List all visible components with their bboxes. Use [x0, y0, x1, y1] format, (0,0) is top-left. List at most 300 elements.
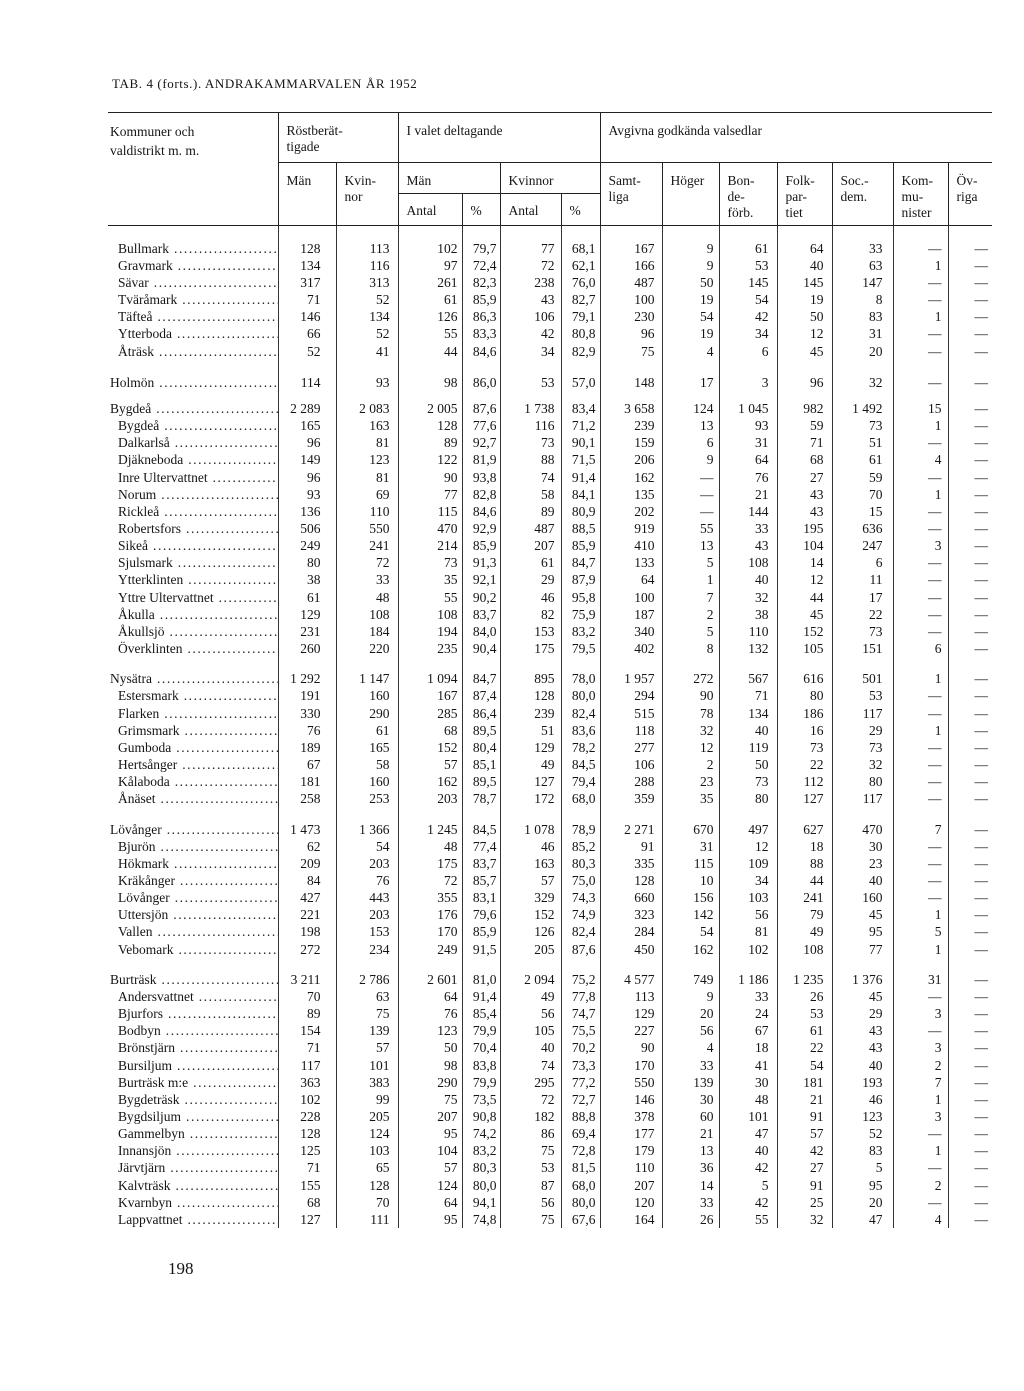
cell-rostberattigade-kvinnor: 184	[336, 623, 398, 640]
cell-deltagande-kvinnor-antal: 1 078	[500, 807, 561, 837]
cell-bondeforbundet: 101	[719, 1108, 777, 1125]
cell-deltagande-kvinnor-procent: 68,1	[561, 226, 600, 257]
cell-rostberattigade-kvinnor: 54	[336, 838, 398, 855]
cell-rostberattigade-kvinnor: 58	[336, 756, 398, 773]
district-name-wrap	[108, 906, 278, 923]
cell-rostberattigade-kvinnor: 205	[336, 1108, 398, 1125]
cell-deltagande-man-antal: 207	[398, 1108, 462, 1125]
header-districts: Kommuner och valdistrikt m. m.	[108, 113, 278, 226]
district-name: Ånäset .....	[118, 791, 278, 806]
cell-deltagande-man-antal: 285	[398, 704, 462, 721]
cell-deltagande-kvinnor-procent: 77,2	[561, 1074, 600, 1091]
district-name: Bodbyn .....	[118, 1023, 278, 1038]
cell-deltagande-kvinnor-antal: 2 094	[500, 958, 561, 988]
cell-deltagande-man-procent: 85,9	[462, 923, 500, 940]
district-name-cell	[108, 417, 278, 434]
cell-bondeforbundet: 53	[719, 257, 777, 274]
cell-deltagande-kvinnor-procent: 74,7	[561, 1005, 600, 1022]
cell-deltagande-man-procent: 91,4	[462, 988, 500, 1005]
district-name-cell	[108, 1056, 278, 1073]
cell-kommunister: —	[893, 342, 948, 359]
cell-socialdemokrater: 501	[832, 657, 893, 687]
cell-rostberattigade-man: 258	[278, 790, 336, 807]
header-participating-women: Kvinnor	[500, 163, 600, 194]
district-name: Uttersjön .....	[118, 907, 278, 922]
cell-deltagande-kvinnor-procent: 77,8	[561, 988, 600, 1005]
cell-bondeforbundet: 24	[719, 1005, 777, 1022]
cell-rostberattigade-kvinnor: 110	[336, 503, 398, 520]
cell-samtliga: 323	[600, 906, 662, 923]
cell-deltagande-man-antal: 48	[398, 838, 462, 855]
cell-folkpartiet: 91	[777, 1176, 832, 1193]
cell-socialdemokrater: 15	[832, 503, 893, 520]
cell-ovriga: —	[948, 226, 992, 257]
cell-deltagande-kvinnor-antal: 87	[500, 1176, 561, 1193]
district-name: Järvtjärn .....	[118, 1160, 278, 1175]
cell-kommunister: —	[893, 1125, 948, 1142]
valdistrikt-row	[108, 988, 992, 1005]
cell-socialdemokrater: 80	[832, 773, 893, 790]
header-eligible-women: Kvin- nor	[336, 163, 398, 226]
cell-deltagande-kvinnor-antal: 487	[500, 520, 561, 537]
cell-deltagande-man-procent: 84,7	[462, 657, 500, 687]
district-name-wrap	[108, 739, 278, 756]
cell-ovriga: —	[948, 1194, 992, 1211]
district-name-wrap	[108, 589, 278, 606]
valdistrikt-row	[108, 1039, 992, 1056]
cell-deltagande-man-procent: 83,7	[462, 855, 500, 872]
district-name-cell	[108, 360, 278, 391]
valdistrikt-row	[108, 520, 992, 537]
cell-folkpartiet: 42	[777, 1142, 832, 1159]
cell-rostberattigade-man: 154	[278, 1022, 336, 1039]
cell-deltagande-man-procent: 82,3	[462, 274, 500, 291]
cell-ovriga: —	[948, 342, 992, 359]
cell-kommunister: —	[893, 325, 948, 342]
cell-rostberattigade-kvinnor: 234	[336, 940, 398, 957]
cell-deltagande-man-procent: 83,1	[462, 889, 500, 906]
cell-socialdemokrater: 20	[832, 342, 893, 359]
cell-samtliga: 3 658	[600, 391, 662, 417]
cell-ovriga: —	[948, 756, 992, 773]
cell-deltagande-man-procent: 74,8	[462, 1211, 500, 1228]
cell-kommunister: —	[893, 855, 948, 872]
cell-kommunister: 1	[893, 308, 948, 325]
cell-deltagande-man-procent: 84,6	[462, 342, 500, 359]
cell-deltagande-man-antal: 235	[398, 640, 462, 657]
cell-deltagande-man-antal: 95	[398, 1125, 462, 1142]
cell-deltagande-kvinnor-antal: 116	[500, 417, 561, 434]
district-name-wrap	[108, 1194, 278, 1211]
cell-deltagande-man-antal: 128	[398, 417, 462, 434]
district-name: Kalvträsk .....	[118, 1178, 278, 1193]
cell-socialdemokrater: 45	[832, 906, 893, 923]
cell-deltagande-man-antal: 61	[398, 291, 462, 308]
cell-bondeforbundet: 42	[719, 1194, 777, 1211]
district-name: Kräkånger .....	[118, 873, 278, 888]
cell-deltagande-kvinnor-procent: 83,4	[561, 391, 600, 417]
cell-rostberattigade-man: 61	[278, 588, 336, 605]
cell-rostberattigade-kvinnor: 52	[336, 291, 398, 308]
cell-bondeforbundet: 48	[719, 1091, 777, 1108]
cell-deltagande-man-procent: 92,1	[462, 571, 500, 588]
district-name-wrap	[108, 773, 278, 790]
cell-deltagande-kvinnor-antal: 106	[500, 308, 561, 325]
district-name: Brönstjärn .....	[118, 1040, 278, 1055]
district-name-wrap	[108, 705, 278, 722]
cell-ovriga: —	[948, 790, 992, 807]
cell-rostberattigade-man: 136	[278, 503, 336, 520]
cell-deltagande-man-procent: 74,2	[462, 1125, 500, 1142]
cell-rostberattigade-man: 66	[278, 325, 336, 342]
cell-folkpartiet: 22	[777, 756, 832, 773]
cell-deltagande-kvinnor-procent: 78,9	[561, 807, 600, 837]
cell-folkpartiet: 40	[777, 257, 832, 274]
district-name-cell	[108, 958, 278, 988]
cell-hoger: 1	[662, 571, 719, 588]
cell-deltagande-kvinnor-antal: 72	[500, 257, 561, 274]
cell-deltagande-man-antal: 1 094	[398, 657, 462, 687]
cell-hoger: 13	[662, 1142, 719, 1159]
cell-rostberattigade-kvinnor: 2 786	[336, 958, 398, 988]
district-name-wrap	[108, 308, 278, 325]
valdistrikt-row	[108, 790, 992, 807]
district-name: Åkullsjö .....	[118, 624, 278, 639]
district-name-cell	[108, 391, 278, 417]
cell-samtliga: 284	[600, 923, 662, 940]
cell-bondeforbundet: 31	[719, 434, 777, 451]
cell-folkpartiet: 19	[777, 291, 832, 308]
cell-deltagande-kvinnor-procent: 80,0	[561, 687, 600, 704]
valdistrikt-row	[108, 855, 992, 872]
district-name-cell	[108, 1142, 278, 1159]
cell-folkpartiet: 21	[777, 1091, 832, 1108]
cell-folkpartiet: 12	[777, 325, 832, 342]
district-name-wrap	[108, 537, 278, 554]
district-name-wrap	[108, 1074, 278, 1091]
district-name-cell	[108, 451, 278, 468]
cell-folkpartiet: 112	[777, 773, 832, 790]
cell-samtliga: 550	[600, 1074, 662, 1091]
district-name-wrap	[108, 1057, 278, 1074]
cell-deltagande-man-procent: 85,7	[462, 872, 500, 889]
cell-deltagande-man-procent: 81,9	[462, 451, 500, 468]
district-name: Norum .....	[118, 487, 278, 502]
cell-rostberattigade-kvinnor: 81	[336, 434, 398, 451]
cell-deltagande-man-antal: 102	[398, 226, 462, 257]
district-name-cell	[108, 790, 278, 807]
cell-hoger: 90	[662, 687, 719, 704]
table-body	[108, 226, 992, 1228]
cell-socialdemokrater: 29	[832, 722, 893, 739]
cell-bondeforbundet: 497	[719, 807, 777, 837]
cell-deltagande-man-procent: 84,5	[462, 807, 500, 837]
cell-hoger: 19	[662, 291, 719, 308]
cell-deltagande-kvinnor-procent: 69,4	[561, 1125, 600, 1142]
district-name-wrap	[108, 434, 278, 451]
cell-folkpartiet: 25	[777, 1194, 832, 1211]
cell-deltagande-kvinnor-antal: 163	[500, 855, 561, 872]
cell-deltagande-kvinnor-procent: 95,8	[561, 588, 600, 605]
cell-folkpartiet: 64	[777, 226, 832, 257]
cell-deltagande-man-antal: 72	[398, 872, 462, 889]
cell-bondeforbundet: 61	[719, 226, 777, 257]
kommun-row	[108, 657, 992, 687]
cell-socialdemokrater: 31	[832, 325, 893, 342]
district-name-wrap	[108, 623, 278, 640]
cell-deltagande-man-antal: 64	[398, 988, 462, 1005]
cell-rostberattigade-kvinnor: 61	[336, 722, 398, 739]
kommun-row	[108, 360, 992, 391]
district-name: Djäkneboda .....	[118, 452, 278, 467]
cell-folkpartiet: 68	[777, 451, 832, 468]
cell-hoger: 13	[662, 417, 719, 434]
cell-folkpartiet: 45	[777, 606, 832, 623]
cell-rostberattigade-kvinnor: 2 083	[336, 391, 398, 417]
cell-bondeforbundet: 71	[719, 687, 777, 704]
cell-rostberattigade-man: 67	[278, 756, 336, 773]
cell-folkpartiet: 14	[777, 554, 832, 571]
cell-deltagande-man-antal: 76	[398, 1005, 462, 1022]
district-name: Andersvattnet .....	[118, 989, 278, 1004]
district-name-cell	[108, 722, 278, 739]
cell-bondeforbundet: 34	[719, 872, 777, 889]
cell-deltagande-kvinnor-antal: 295	[500, 1074, 561, 1091]
valdistrikt-row	[108, 623, 992, 640]
cell-folkpartiet: 241	[777, 889, 832, 906]
cell-samtliga: 120	[600, 1194, 662, 1211]
cell-samtliga: 202	[600, 503, 662, 520]
cell-deltagande-kvinnor-antal: 89	[500, 503, 561, 520]
cell-hoger: 21	[662, 1125, 719, 1142]
cell-hoger: 115	[662, 855, 719, 872]
cell-folkpartiet: 96	[777, 360, 832, 391]
cell-rostberattigade-kvinnor: 69	[336, 486, 398, 503]
cell-hoger: 124	[662, 391, 719, 417]
district-name: Burträsk .....	[110, 972, 278, 987]
cell-deltagande-man-procent: 73,5	[462, 1091, 500, 1108]
cell-rostberattigade-kvinnor: 76	[336, 872, 398, 889]
cell-bondeforbundet: 144	[719, 503, 777, 520]
cell-hoger: 139	[662, 1074, 719, 1091]
cell-ovriga: —	[948, 291, 992, 308]
cell-deltagande-kvinnor-antal: 74	[500, 1056, 561, 1073]
cell-hoger: —	[662, 468, 719, 485]
cell-ovriga: —	[948, 722, 992, 739]
cell-kommunister: 3	[893, 1108, 948, 1125]
cell-socialdemokrater: 193	[832, 1074, 893, 1091]
cell-kommunister: —	[893, 468, 948, 485]
district-name-wrap	[108, 670, 278, 687]
cell-hoger: 670	[662, 807, 719, 837]
cell-deltagande-man-antal: 57	[398, 1159, 462, 1176]
district-name-wrap	[108, 374, 278, 391]
district-name: Burträsk m:e .....	[118, 1075, 278, 1090]
cell-deltagande-man-procent: 91,3	[462, 554, 500, 571]
cell-kommunister: 4	[893, 451, 948, 468]
cell-deltagande-kvinnor-antal: 77	[500, 226, 561, 257]
cell-deltagande-kvinnor-antal: 34	[500, 342, 561, 359]
cell-ovriga: —	[948, 623, 992, 640]
cell-socialdemokrater: 30	[832, 838, 893, 855]
cell-deltagande-kvinnor-procent: 91,4	[561, 468, 600, 485]
valdistrikt-row	[108, 940, 992, 957]
cell-bondeforbundet: 42	[719, 1159, 777, 1176]
valdistrikt-row	[108, 537, 992, 554]
cell-rostberattigade-man: 129	[278, 606, 336, 623]
district-name: Yttre Ultervattnet .....	[118, 590, 278, 605]
cell-folkpartiet: 73	[777, 739, 832, 756]
cell-samtliga: 206	[600, 451, 662, 468]
cell-kommunister: 1	[893, 657, 948, 687]
district-name-cell	[108, 588, 278, 605]
cell-bondeforbundet: 64	[719, 451, 777, 468]
cell-deltagande-kvinnor-procent: 71,2	[561, 417, 600, 434]
valdistrikt-row	[108, 588, 992, 605]
cell-deltagande-kvinnor-antal: 49	[500, 756, 561, 773]
cell-deltagande-kvinnor-procent: 82,4	[561, 704, 600, 721]
cell-bondeforbundet: 40	[719, 1142, 777, 1159]
cell-socialdemokrater: 95	[832, 1176, 893, 1193]
cell-ovriga: —	[948, 687, 992, 704]
cell-rostberattigade-man: 427	[278, 889, 336, 906]
cell-deltagande-man-antal: 1 245	[398, 807, 462, 837]
cell-deltagande-kvinnor-antal: 75	[500, 1211, 561, 1228]
cell-kommunister: —	[893, 274, 948, 291]
cell-kommunister: 6	[893, 640, 948, 657]
cell-bondeforbundet: 119	[719, 739, 777, 756]
district-name-cell	[108, 1022, 278, 1039]
district-name-cell	[108, 325, 278, 342]
cell-deltagande-man-procent: 84,0	[462, 623, 500, 640]
header-kommunister: Kom- mu- nister	[893, 163, 948, 226]
district-name-cell	[108, 1159, 278, 1176]
district-name: Bjurfors .....	[118, 1006, 278, 1021]
cell-hoger: 55	[662, 520, 719, 537]
cell-kommunister: —	[893, 687, 948, 704]
cell-bondeforbundet: 80	[719, 790, 777, 807]
cell-bondeforbundet: 43	[719, 537, 777, 554]
cell-deltagande-man-procent: 93,8	[462, 468, 500, 485]
cell-rostberattigade-kvinnor: 111	[336, 1211, 398, 1228]
cell-deltagande-man-procent: 80,3	[462, 1159, 500, 1176]
cell-folkpartiet: 43	[777, 503, 832, 520]
cell-ovriga: —	[948, 417, 992, 434]
valdistrikt-row	[108, 1108, 992, 1125]
header-participating: I valet deltagande	[398, 113, 600, 163]
valdistrikt-row	[108, 226, 992, 257]
cell-deltagande-man-procent: 81,0	[462, 958, 500, 988]
cell-hoger: 9	[662, 988, 719, 1005]
cell-rostberattigade-man: 84	[278, 872, 336, 889]
cell-deltagande-man-antal: 44	[398, 342, 462, 359]
cell-kommunister: 31	[893, 958, 948, 988]
cell-ovriga: —	[948, 872, 992, 889]
valdistrikt-row	[108, 1125, 992, 1142]
district-name-wrap	[108, 687, 278, 704]
cell-ovriga: —	[948, 606, 992, 623]
district-name-cell	[108, 940, 278, 957]
valdistrikt-row	[108, 606, 992, 623]
cell-rostberattigade-man: 114	[278, 360, 336, 391]
cell-deltagande-man-procent: 82,8	[462, 486, 500, 503]
cell-deltagande-kvinnor-antal: 43	[500, 291, 561, 308]
page-number: 198	[168, 1259, 194, 1278]
cell-rostberattigade-man: 191	[278, 687, 336, 704]
cell-folkpartiet: 88	[777, 855, 832, 872]
cell-rostberattigade-man: 96	[278, 434, 336, 451]
cell-bondeforbundet: 67	[719, 1022, 777, 1039]
cell-ovriga: —	[948, 391, 992, 417]
cell-folkpartiet: 45	[777, 342, 832, 359]
cell-samtliga: 110	[600, 1159, 662, 1176]
cell-deltagande-man-antal: 95	[398, 1211, 462, 1228]
cell-rostberattigade-kvinnor: 116	[336, 257, 398, 274]
cell-folkpartiet: 43	[777, 486, 832, 503]
cell-rostberattigade-kvinnor: 128	[336, 1176, 398, 1193]
cell-hoger: 32	[662, 722, 719, 739]
cell-kommunister: —	[893, 1022, 948, 1039]
cell-kommunister: 3	[893, 1039, 948, 1056]
cell-bondeforbundet: 33	[719, 520, 777, 537]
cell-rostberattigade-man: 128	[278, 226, 336, 257]
district-name-wrap	[108, 821, 278, 838]
cell-deltagande-kvinnor-procent: 68,0	[561, 1176, 600, 1193]
cell-folkpartiet: 49	[777, 923, 832, 940]
cell-bondeforbundet: 42	[719, 308, 777, 325]
district-name-wrap	[108, 1005, 278, 1022]
cell-deltagande-kvinnor-procent: 75,5	[561, 1022, 600, 1039]
cell-ovriga: —	[948, 640, 992, 657]
district-name: Överklinten .....	[118, 641, 278, 656]
cell-deltagande-kvinnor-procent: 75,0	[561, 872, 600, 889]
cell-bondeforbundet: 18	[719, 1039, 777, 1056]
cell-deltagande-man-antal: 115	[398, 503, 462, 520]
cell-deltagande-man-antal: 203	[398, 790, 462, 807]
district-name-wrap	[108, 486, 278, 503]
cell-samtliga: 133	[600, 554, 662, 571]
cell-deltagande-man-antal: 124	[398, 1176, 462, 1193]
cell-deltagande-man-procent: 90,2	[462, 588, 500, 605]
cell-socialdemokrater: 1 492	[832, 391, 893, 417]
cell-kommunister: —	[893, 1159, 948, 1176]
cell-deltagande-kvinnor-antal: 82	[500, 606, 561, 623]
cell-kommunister: 3	[893, 1005, 948, 1022]
district-name: Nysätra .....	[110, 671, 278, 686]
district-name-wrap	[108, 1159, 278, 1176]
cell-deltagande-man-antal: 214	[398, 537, 462, 554]
cell-rostberattigade-kvinnor: 33	[336, 571, 398, 588]
cell-rostberattigade-man: 71	[278, 291, 336, 308]
cell-folkpartiet: 27	[777, 1159, 832, 1176]
cell-deltagande-man-antal: 290	[398, 1074, 462, 1091]
cell-deltagande-man-antal: 55	[398, 588, 462, 605]
cell-hoger: —	[662, 486, 719, 503]
cell-deltagande-kvinnor-antal: 86	[500, 1125, 561, 1142]
table-header	[108, 113, 992, 226]
district-name-wrap	[108, 503, 278, 520]
cell-deltagande-kvinnor-antal: 46	[500, 838, 561, 855]
cell-folkpartiet: 22	[777, 1039, 832, 1056]
cell-deltagande-kvinnor-antal: 105	[500, 1022, 561, 1039]
district-name-wrap	[108, 571, 278, 588]
header-ovriga: Öv- riga	[948, 163, 992, 226]
cell-deltagande-kvinnor-procent: 81,5	[561, 1159, 600, 1176]
cell-rostberattigade-kvinnor: 103	[336, 1142, 398, 1159]
cell-socialdemokrater: 43	[832, 1022, 893, 1039]
cell-deltagande-kvinnor-antal: 172	[500, 790, 561, 807]
district-name-wrap	[108, 400, 278, 417]
